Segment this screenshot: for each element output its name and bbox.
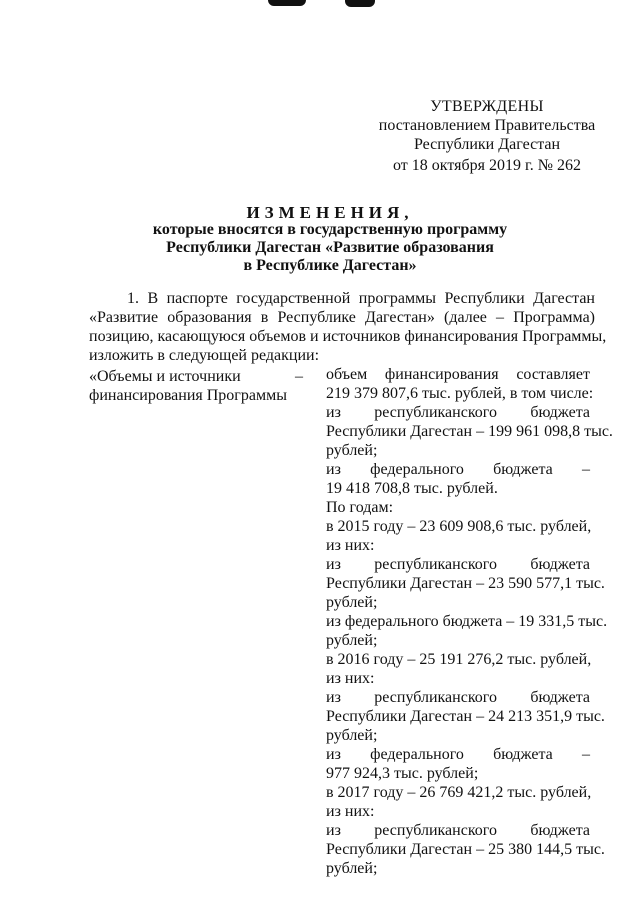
paragraph-line: позицию, касающуюся объемов и источников финансирования Программы, [89, 328, 607, 345]
financing-line: Республики Дагестан – 24 213 351,9 тыс. [326, 708, 605, 725]
label-line: «Объемы и источники [89, 368, 241, 385]
financing-line: из республиканского бюджета [326, 822, 590, 839]
financing-line: из них: [326, 537, 375, 554]
financing-line: рублей; [326, 727, 378, 744]
financing-line: из республиканского бюджета [326, 556, 590, 573]
financing-line: рублей; [326, 594, 378, 611]
financing-line: рублей; [326, 632, 378, 649]
financing-line: из них: [326, 670, 375, 687]
financing-line: Республики Дагестан – 23 590 577,1 тыс. [326, 575, 605, 592]
heading-title: ИЗМЕНЕНИЯ, [246, 203, 414, 222]
financing-line: из них: [326, 803, 375, 820]
financing-line: из федерального бюджета – [326, 746, 590, 763]
financing-line: из республиканского бюджета [326, 689, 590, 706]
heading-subtitle: которые вносятся в государственную программу [152, 221, 508, 238]
financing-line: рублей; [326, 442, 378, 459]
scan-artifact [268, 0, 306, 6]
scan-artifact [345, 0, 375, 7]
heading-subtitle: Республики Дагестан «Развитие образования [166, 239, 494, 256]
financing-line: в 2015 году – 23 609 908,6 тыс. рублей, [326, 518, 592, 535]
approval-date: от 18 октября 2019 г. № 262 [392, 157, 581, 174]
financing-line: рублей; [326, 860, 378, 877]
financing-line: Республики Дагестан – 199 961 098,8 тыс. [326, 423, 613, 440]
approval-title: УТВЕРЖДЕНЫ [430, 98, 544, 115]
financing-line: 19 418 708,8 тыс. рублей. [326, 480, 498, 497]
passport-financing-text [326, 365, 613, 878]
heading-subtitle: в Республике Дагестан» [243, 257, 417, 274]
passport-position-label [89, 367, 289, 405]
financing-line: По годам: [326, 499, 394, 516]
financing-line: объем финансирования составляет [326, 366, 590, 383]
paragraph-line: «Развитие образования в Республике Дагестан» (далее – Программа) [89, 309, 595, 326]
passport-dash: – [295, 368, 303, 385]
approval-line: постановлением Правительства [378, 117, 596, 134]
financing-line: в 2016 году – 25 191 276,2 тыс. рублей, [326, 651, 592, 668]
financing-line: Республики Дагестан – 25 380 144,5 тыс. [326, 841, 605, 858]
approval-line: Республики Дагестан [413, 136, 561, 153]
label-line: финансирования Программы [89, 387, 287, 404]
financing-line: в 2017 году – 26 769 421,2 тыс. рублей, [326, 784, 592, 801]
intro-paragraph [89, 289, 607, 365]
paragraph-line: 1. В паспорте государственной программы Республики Дагестан [127, 290, 595, 307]
financing-line: из республиканского бюджета [326, 404, 590, 421]
paragraph-line: изложить в следующей редакции: [89, 347, 320, 364]
financing-line: 977 924,3 тыс. рублей; [326, 765, 479, 782]
financing-line: 219 379 807,6 тыс. рублей, в том числе: [326, 385, 594, 402]
financing-line: из федерального бюджета – 19 331,5 тыс. [326, 613, 608, 630]
financing-line: из федерального бюджета – [326, 461, 590, 478]
